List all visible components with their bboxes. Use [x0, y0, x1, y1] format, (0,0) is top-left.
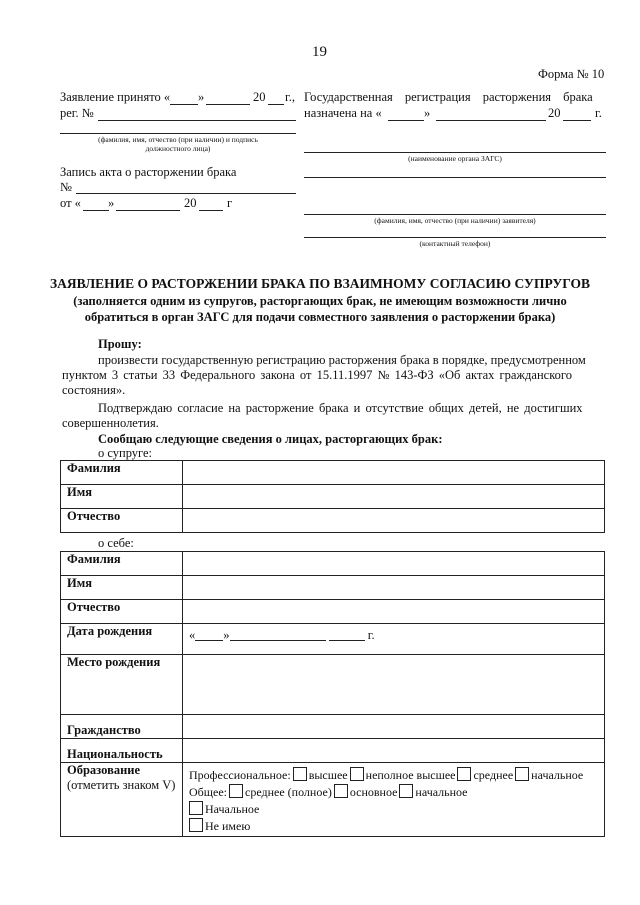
- record-number-line[interactable]: [76, 193, 296, 194]
- self-row-education: [61, 763, 605, 837]
- accepted-suffix: г.,: [285, 90, 295, 104]
- page-number: 19: [312, 44, 327, 60]
- prosu-label: Прошу:: [98, 337, 142, 351]
- official-caption-line1: (фамилия, имя, отчество (при наличии) и подпись: [98, 135, 258, 144]
- checkbox-primary[interactable]: [515, 767, 529, 781]
- accepted-year-line[interactable]: [268, 104, 284, 105]
- birth-date-close: »: [223, 628, 230, 642]
- spouse-patronymic-field[interactable]: [183, 509, 605, 533]
- applicant-line[interactable]: [304, 214, 606, 215]
- option-secondary: среднее: [473, 768, 514, 782]
- checkbox-incomplete-higher[interactable]: [350, 767, 364, 781]
- self-citizenship-field[interactable]: [183, 715, 605, 739]
- birth-date-suffix: г.: [367, 628, 375, 642]
- reg-label: рег. №: [60, 106, 94, 120]
- self-birth-place-field[interactable]: [183, 655, 605, 715]
- self-citizenship-label: Гражданство: [61, 715, 183, 739]
- record-year: 20: [184, 196, 197, 210]
- self-row-birth-place: [61, 655, 605, 715]
- spouse-row-surname: [61, 461, 605, 485]
- self-name-field[interactable]: [183, 576, 605, 600]
- birth-date-open: «: [189, 628, 196, 642]
- education-initial-line: [189, 801, 604, 818]
- official-caption: [60, 135, 296, 153]
- accepted-mid: »: [198, 90, 205, 104]
- spouse-label: о супруге:: [98, 446, 153, 460]
- accepted-month-line[interactable]: [206, 104, 250, 105]
- education-general-line: [189, 784, 604, 801]
- self-label: о себе:: [98, 536, 134, 550]
- zags-name-line2[interactable]: [304, 177, 606, 178]
- checkbox-initial[interactable]: [189, 801, 203, 815]
- self-row-name: [61, 576, 605, 600]
- spouse-patronymic-label: Отчество: [61, 509, 183, 533]
- reg-line2-suffix: г.: [595, 106, 602, 120]
- spouse-surname-label: Фамилия: [61, 461, 183, 485]
- checkbox-secondary-full[interactable]: [229, 784, 243, 798]
- self-table: [60, 551, 605, 837]
- self-education-label-cell: [61, 763, 183, 837]
- checkbox-primary-general[interactable]: [399, 784, 413, 798]
- record-from-mid: »: [108, 196, 115, 210]
- document-subtitle-line2: обратиться в орган ЗАГС для подачи совместного заявления о расторжении брака): [84, 310, 556, 324]
- self-name-label: Имя: [61, 576, 183, 600]
- education-general-label: Общее:: [189, 785, 227, 799]
- phone-line[interactable]: [304, 237, 606, 238]
- reg-month-line[interactable]: [436, 120, 546, 121]
- record-month-line[interactable]: [116, 210, 180, 211]
- self-education-label: Образование: [67, 763, 141, 777]
- education-none-line: [189, 818, 604, 835]
- accepted-prefix: Заявление принято «: [60, 90, 171, 104]
- birth-year-line[interactable]: [329, 630, 365, 641]
- official-signature-line[interactable]: [60, 133, 296, 134]
- option-primary: начальное: [531, 768, 584, 782]
- checkbox-none[interactable]: [189, 818, 203, 832]
- accepted-year: 20: [253, 90, 266, 104]
- self-nationality-label: Национальность: [61, 739, 183, 763]
- reg-year-line[interactable]: [563, 120, 591, 121]
- self-surname-label: Фамилия: [61, 552, 183, 576]
- zags-caption: (наименование органа ЗАГС): [408, 154, 502, 163]
- option-none: Не имею: [205, 819, 251, 833]
- phone-caption: (контактный телефон): [419, 239, 491, 248]
- option-secondary-full: среднее (полное): [245, 785, 332, 799]
- record-no: №: [60, 180, 72, 194]
- reg-number-line[interactable]: [98, 120, 296, 121]
- spouse-row-name: [61, 485, 605, 509]
- para2-line1: Подтверждаю согласие на расторжение брака и отсутствие общих детей, не достигших: [98, 401, 583, 415]
- record-from-prefix: от «: [60, 196, 81, 210]
- self-surname-field[interactable]: [183, 552, 605, 576]
- info-heading: Сообщаю следующие сведения о лицах, расторгающих брак:: [98, 432, 443, 446]
- option-primary-general: начальное: [415, 785, 468, 799]
- spouse-row-patronymic: [61, 509, 605, 533]
- spouse-name-field[interactable]: [183, 485, 605, 509]
- reg-line2-mid: »: [424, 106, 431, 120]
- para1-line3: состояния».: [62, 383, 126, 397]
- self-birth-date-field[interactable]: [183, 624, 605, 655]
- self-birth-date-label: Дата рождения: [61, 624, 183, 655]
- form-number: Форма № 10: [538, 67, 605, 81]
- self-row-surname: [61, 552, 605, 576]
- education-professional-label: Профессиональное:: [189, 768, 291, 782]
- self-row-nationality: [61, 739, 605, 763]
- self-education-note: (отметить знаком V): [67, 778, 176, 792]
- record-suffix: г: [227, 196, 233, 210]
- spouse-surname-field[interactable]: [183, 461, 605, 485]
- self-patronymic-label: Отчество: [61, 600, 183, 624]
- record-label: Запись акта о расторжении брака: [60, 165, 237, 179]
- self-row-citizenship: [61, 715, 605, 739]
- checkbox-secondary[interactable]: [457, 767, 471, 781]
- self-row-patronymic: [61, 600, 605, 624]
- reg-line1: Государственная регистрация расторжения брака: [304, 90, 593, 104]
- birth-month-line[interactable]: [230, 630, 326, 641]
- accepted-day-line[interactable]: [170, 104, 198, 105]
- birth-day-line[interactable]: [195, 630, 223, 641]
- record-day-line[interactable]: [83, 210, 109, 211]
- reg-day-line[interactable]: [388, 120, 424, 121]
- checkbox-higher[interactable]: [293, 767, 307, 781]
- self-patronymic-field[interactable]: [183, 600, 605, 624]
- self-education-field: [183, 763, 605, 837]
- option-higher: высшее: [308, 768, 348, 782]
- spouse-table: [60, 460, 605, 533]
- education-professional-line: [189, 767, 604, 784]
- self-birth-place-label: Место рождения: [61, 655, 183, 715]
- para1-line2: пунктом 3 статьи 33 Федерального закона от 15.11.1997 № 143-ФЗ «Об актах гражданского: [62, 368, 572, 382]
- reg-line2-year: 20: [548, 106, 561, 120]
- para1-line1: произвести государственную регистрацию расторжения брака в порядке, предусмотренном: [98, 353, 586, 367]
- document-subtitle-line1: (заполняется одним из супругов, расторгающих брак, не имеющим возможности лично: [73, 294, 567, 308]
- option-initial: Начальное: [205, 802, 260, 816]
- self-nationality-field[interactable]: [183, 739, 605, 763]
- document-title: ЗАЯВЛЕНИЕ О РАСТОРЖЕНИИ БРАКА ПО ВЗАИМНОМУ СОГЛАСИЮ СУПРУГОВ: [49, 276, 591, 291]
- official-caption-line2: должностного лица): [145, 144, 211, 153]
- reg-line2-prefix: назначена на «: [304, 106, 382, 120]
- spouse-name-label: Имя: [61, 485, 183, 509]
- option-incomplete-higher: неполное высшее: [365, 768, 456, 782]
- record-year-line[interactable]: [199, 210, 223, 211]
- applicant-caption: (фамилия, имя, отчество (при наличии) заявителя): [374, 216, 536, 225]
- self-row-birth-date: [61, 624, 605, 655]
- para2-line2: совершеннолетия.: [62, 416, 159, 430]
- zags-name-line[interactable]: [304, 152, 606, 153]
- checkbox-basic[interactable]: [334, 784, 348, 798]
- option-basic: основное: [349, 785, 398, 799]
